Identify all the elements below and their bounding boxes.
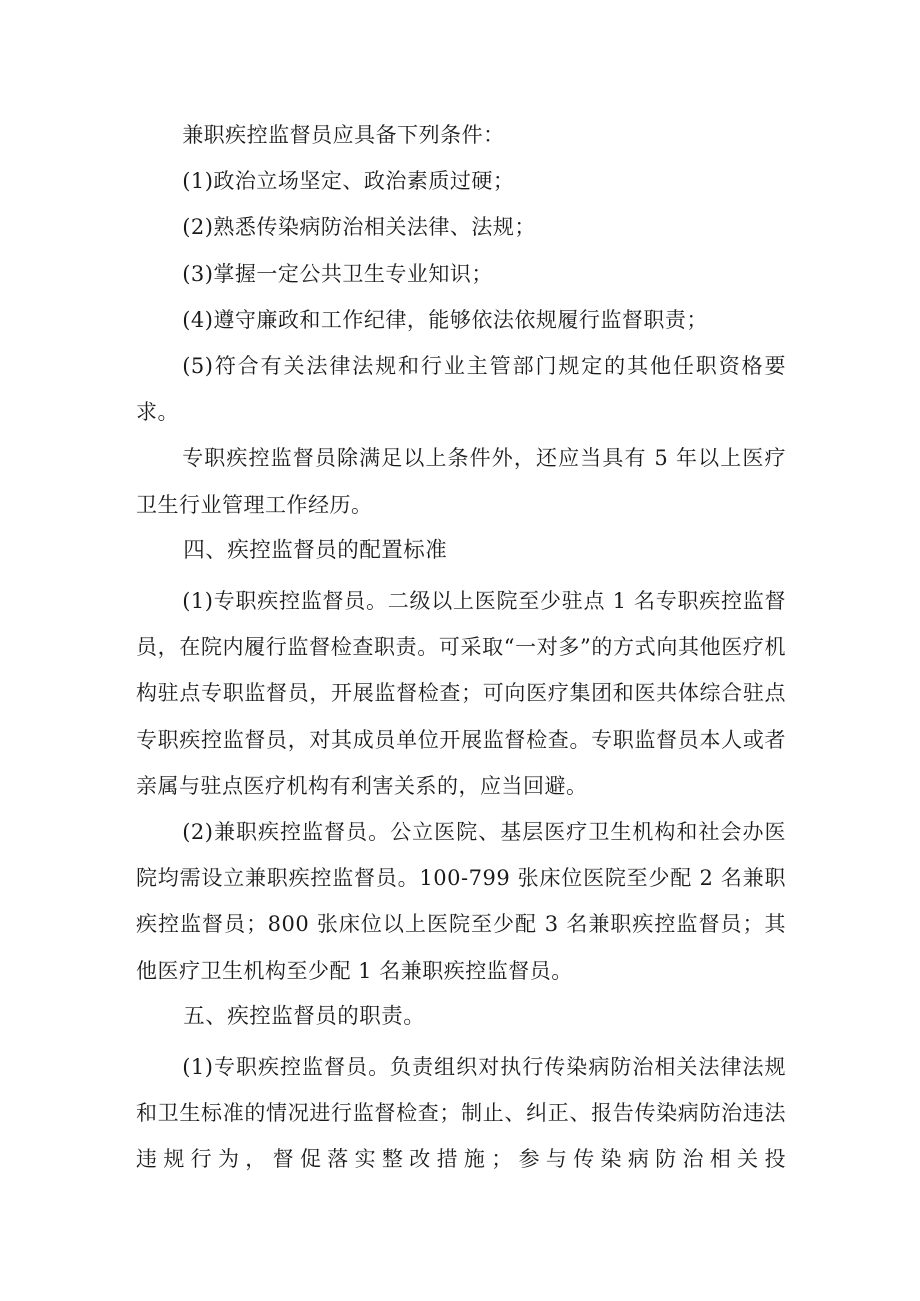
paragraph-duties-fulltime: (1)专职疾控监督员。负责组织对执行传染病防治相关法律法规和卫生标准的情况进行监督检查；制止、纠正、报告传染病防治违法违规行为，督促落实整改措施；参与传染病防治相关投 <box>136 1055 786 1172</box>
section-heading-4: 四、疾控监督员的配置标准 <box>183 537 448 563</box>
paragraph-conditions-intro: 兼职疾控监督员应具备下列条件： <box>182 123 505 147</box>
paragraph-condition-5: (5)符合有关法律法规和行业主管部门规定的其他任职资格要求。 <box>136 354 786 425</box>
paragraph-staffing-parttime: (2)兼职疾控监督员。公立医院、基层医疗卫生机构和社会办医院均需设立兼职疾控监督员。100-799 张床位医院至少配 2 名兼职疾控监督员；800 张床位以上医院至少配 3 名兼职疾控监督员；其他医疗卫生机构至少配 1 名兼职疾控监督员。 <box>136 820 786 983</box>
section-heading-5: 五、疾控监督员的职责。 <box>183 1003 426 1029</box>
paragraph-fulltime-requirement: 专职疾控监督员除满足以上条件外，还应当具有 5 年以上医疗卫生行业管理工作经历。 <box>136 446 786 517</box>
paragraph-condition-1: (1)政治立场坚定、政治素质过硬； <box>182 169 515 194</box>
paragraph-staffing-fulltime: (1)专职疾控监督员。二级以上医院至少驻点 1 名专职疾控监督员，在院内履行监督检查职责。可采取“一对多”的方式向其他医疗机构驻点专职监督员，开展监督检查；可向医疗集团和医共体综合驻点专职疾控监督员，对其成员单位开展监督检查。专职监督员本人或者亲属与驻点医疗机构有利害关系的，应当回避。 <box>136 589 786 798</box>
paragraph-condition-4: (4)遵守廉政和工作纪律，能够依法依规履行监督职责； <box>182 307 708 332</box>
document-body <box>136 112 786 1183</box>
paragraph-condition-3: (3)掌握一定公共卫生专业知识； <box>182 261 493 286</box>
paragraph-condition-2: (2)熟悉传染病防治相关法律、法规； <box>182 215 536 240</box>
